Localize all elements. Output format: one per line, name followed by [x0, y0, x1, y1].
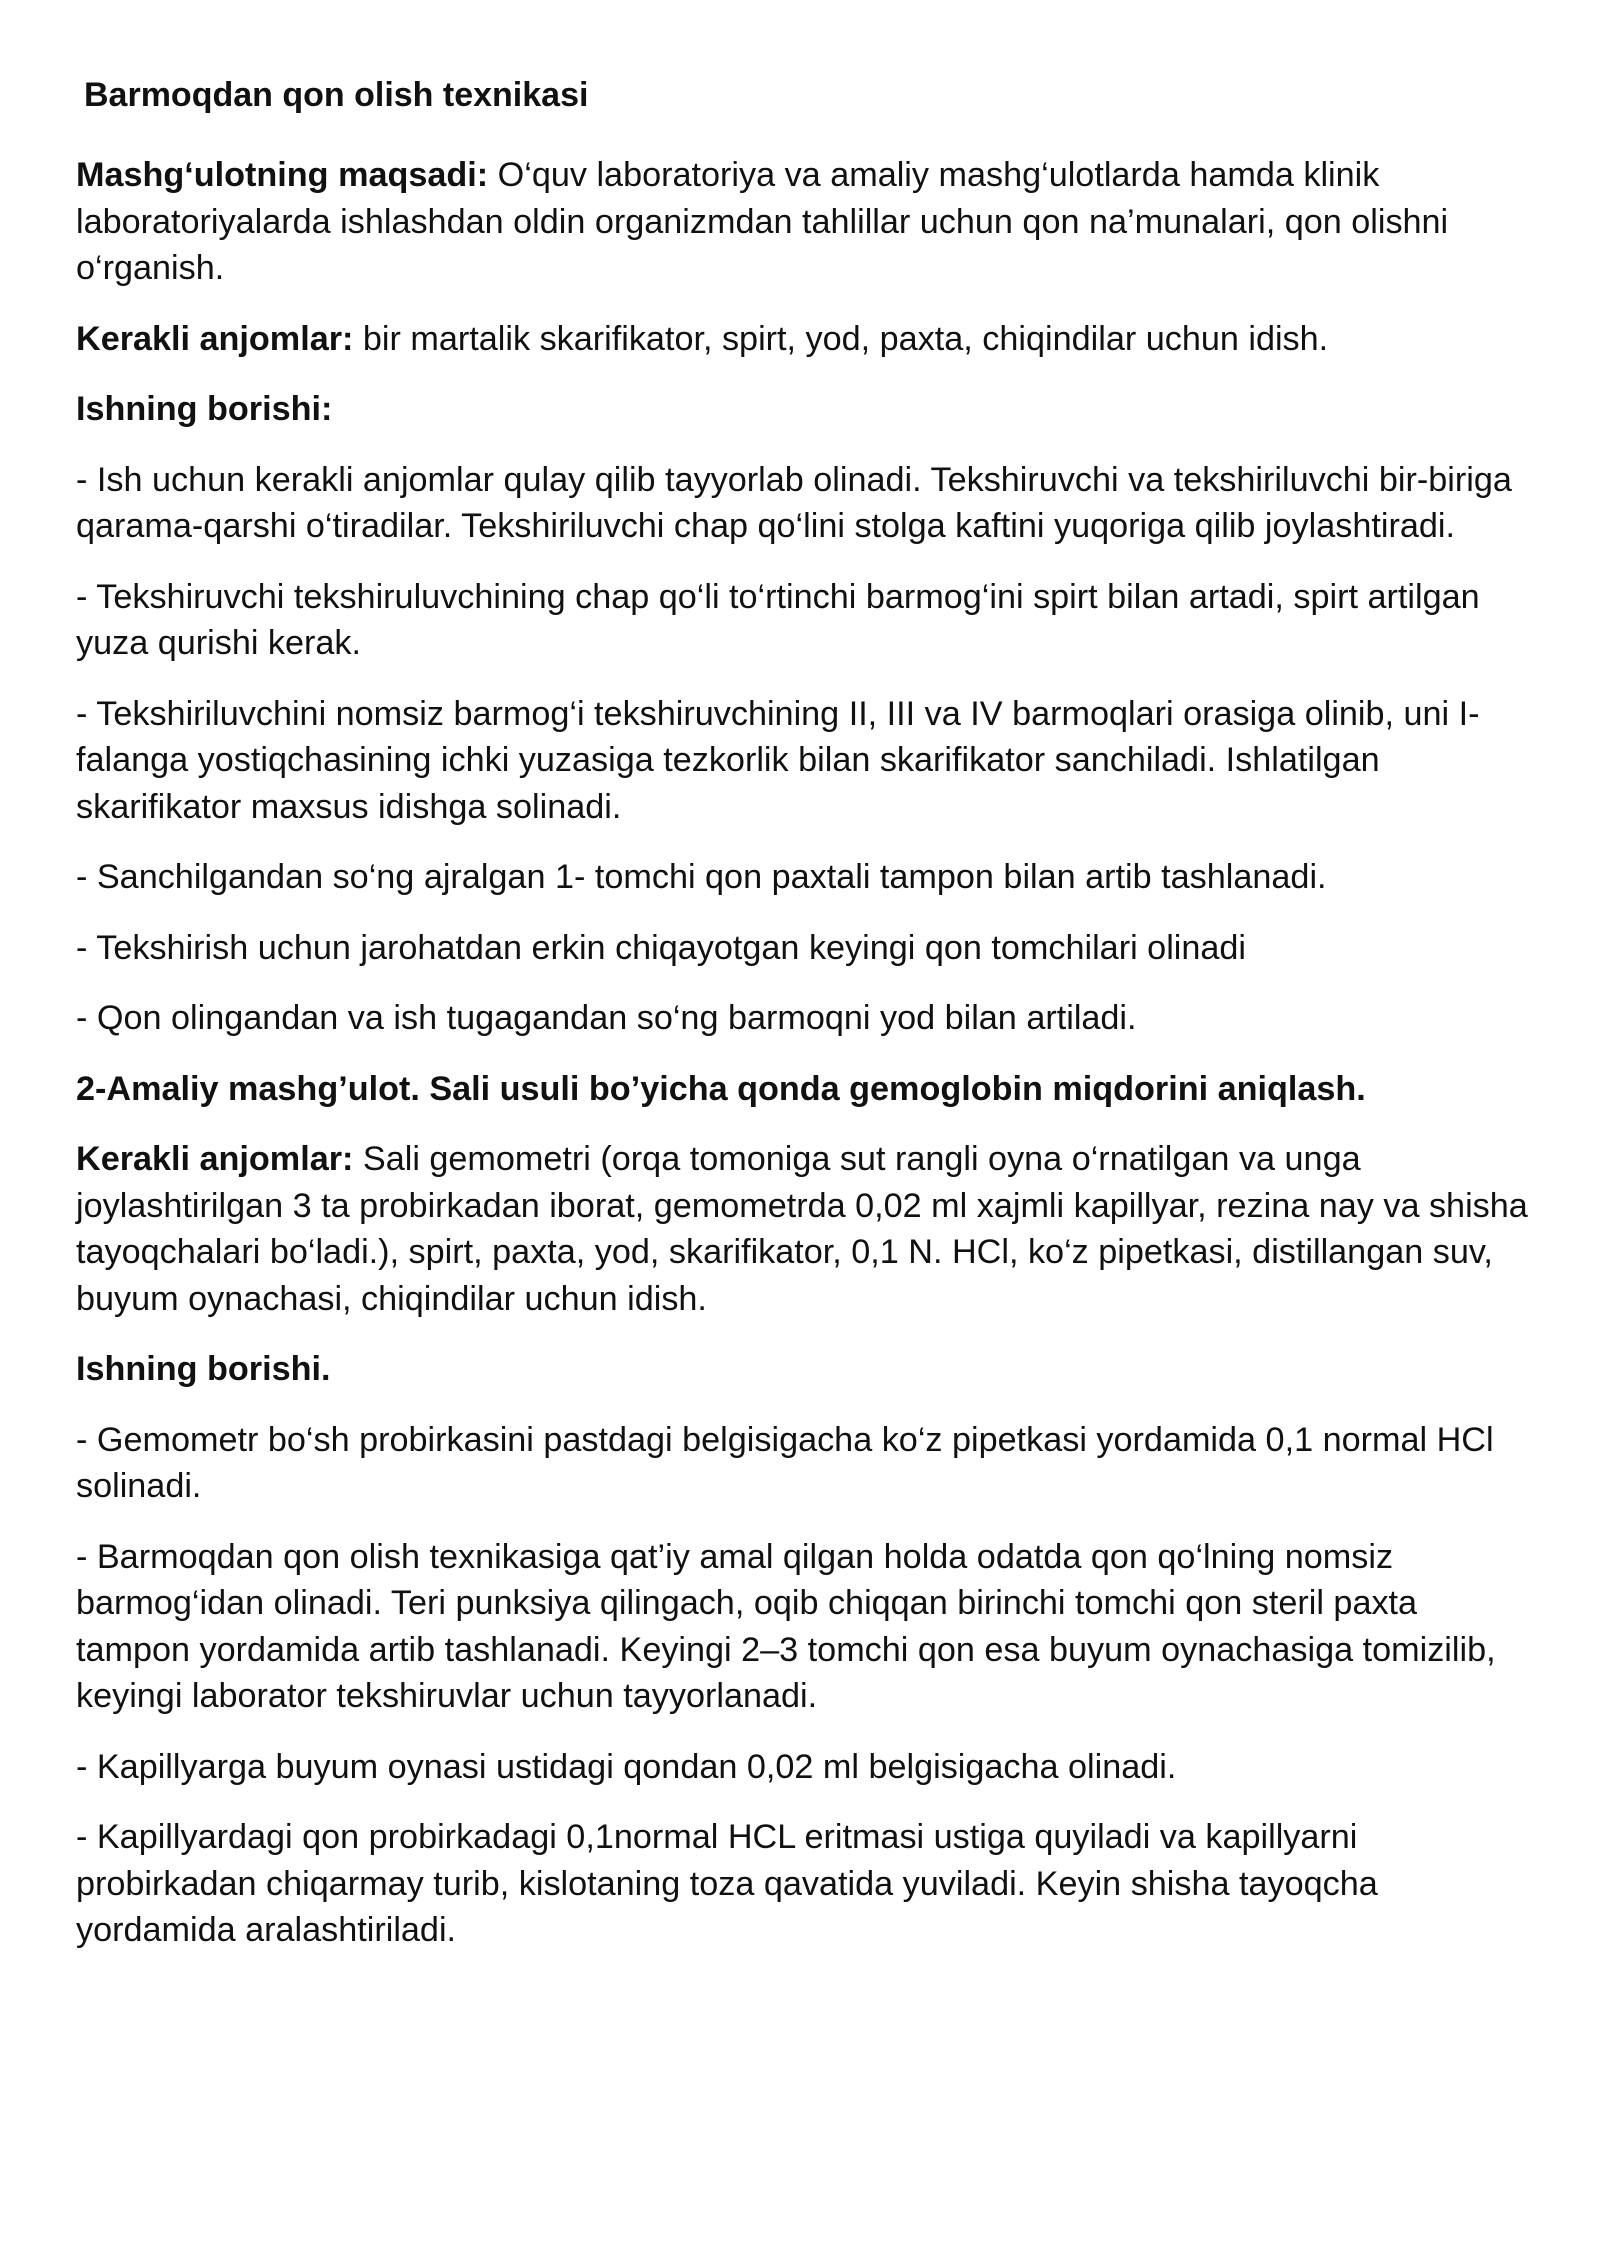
step-2: - Tekshiruvchi tekshiruluvchining chap qo‘li to‘rtinchi barmog‘ini spirt bilan artadi, spirt artilgan yuza qurishi kerak. — [76, 577, 1480, 662]
materials-2-label: Kerakli anjomlar: — [76, 1140, 354, 1178]
paragraph-materials — [76, 316, 1536, 363]
purpose-label: Mashg‘ulotning maqsadi: — [76, 156, 489, 194]
materials-label: Kerakli anjomlar: — [76, 319, 354, 358]
step-3: - Tekshiriluvchini nomsiz barmog‘i tekshiruvchining II, III va IV barmoqlari orasiga olinib, uni I-falanga yostiqchasining ichki yuzasiga tezkorlik bilan skarifikator sanchiladi. Ishlatilgan skarifikator maxsus idishga solinadi. — [76, 694, 1480, 826]
step-2-2: - Barmoqdan qon olish texnikasiga qat’iy amal qilgan holda odatda qon qo‘lning nomsiz barmog‘idan olinadi. Teri punksiya qilingach, oqib chiqqan birinchi tomchi qon steril paxta tampon yordamida artib tashlanadi. Keyingi 2–3 tomchi qon esa buyum oynachasiga tomizilib, keyingi laborator tekshiruvlar uchun tayyorlanadi. — [76, 1537, 1496, 1715]
procedure-heading: Ishning borishi: — [76, 390, 333, 428]
step-4: - Sanchilgandan so‘ng ajralgan 1- tomchi qon paxtali tampon bilan artib tashlanadi. — [76, 858, 1327, 896]
step-2-1: - Gemometr bo‘sh probirkasini pastdagi belgisigacha ko‘z pipetkasi yordamida 0,1 normal HCl solinadi. — [76, 1420, 1494, 1505]
step-2-3: - Kapillyarga buyum oynasi ustidagi qondan 0,02 ml belgisigacha olinadi. — [76, 1747, 1177, 1786]
document-page — [76, 72, 1536, 1978]
paragraph-purpose — [76, 152, 1536, 292]
purpose-text: O‘quv laboratoriya va amaliy mashg‘ulotlarda hamda klinik laboratoriyalarda ishlashdan oldin organizmdan tahlillar uchun qon na’munalari, qon olishni o‘rganish. — [76, 156, 1449, 287]
step-1: - Ish uchun kerakli anjomlar qulay qilib tayyorlab olinadi. Tekshiruvchi va tekshiriluvchi bir-biriga qarama-qarshi o‘tiradilar. Tekshiriluvchi chap qo‘lini stolga kaftini yuqoriga qilib joylashtiradi. — [76, 460, 1512, 545]
materials-2-text: Sali gemometri (orqa tomoniga sut rangli oyna o‘rnatilgan va unga joylashtirilgan 3 ta probirkadan iborat, gemometrda 0,02 ml xajmli kapillyar, rezina nay va shisha tayoqchalari bo‘ladi.), spirt, paxta, yod, skarifikator, 0,1 N. HCl, ko‘z pipetkasi, distillangan suv, buyum oynachasi, chiqindilar uchun idish. — [76, 1140, 1528, 1318]
step-2-4: - Kapillyardagi qon probirkadagi 0,1normal HCL eritmasi ustiga quyiladi va kapillyarni probirkadan chiqarmay turib, kislotaning toza qavatida yuviladi. Keyin shisha tayoqcha yordamida aralashtiriladi. — [76, 1818, 1378, 1949]
section-2-heading: 2-Amaliy mashg’ulot. Sali usuli bo’yicha qonda gemoglobin miqdorini aniqlash. — [76, 1069, 1366, 1108]
step-6: - Qon olingandan va ish tugagandan so‘ng barmoqni yod bilan artiladi. — [76, 999, 1137, 1037]
paragraph-materials-2 — [76, 1136, 1536, 1322]
procedure-2-heading: Ishning borishi. — [76, 1350, 331, 1388]
step-5: - Tekshirish uchun jarohatdan erkin chiqayotgan keyingi qon tomchilari olinadi — [76, 928, 1247, 967]
document-title: Barmoqdan qon olish texnikasi — [84, 76, 589, 114]
materials-text: bir martalik skarifikator, spirt, yod, paxta, chiqindilar uchun idish. — [353, 319, 1329, 358]
